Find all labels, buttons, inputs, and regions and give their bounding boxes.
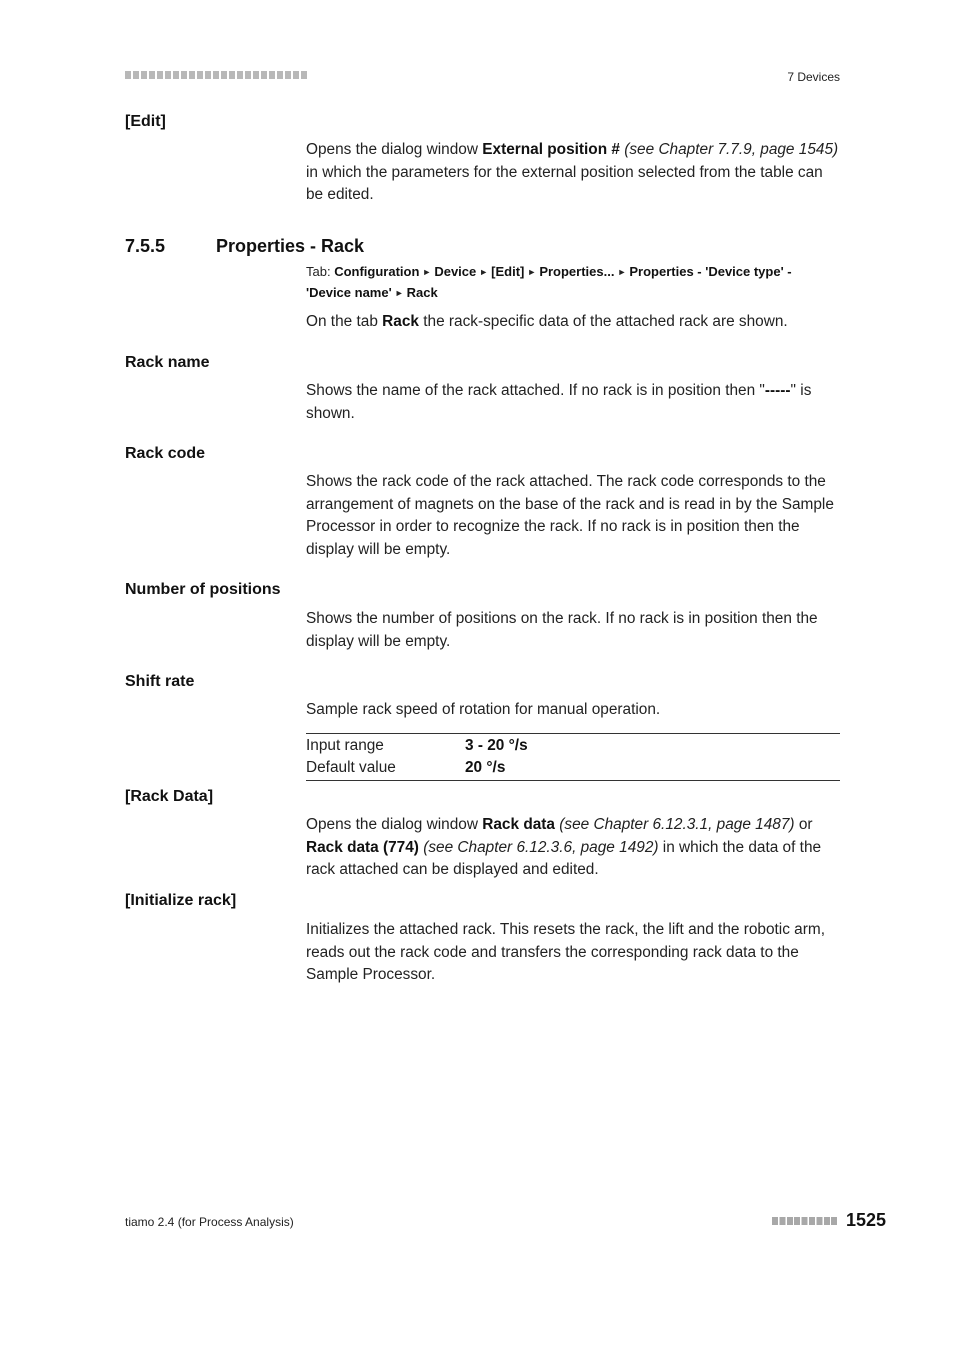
parameter-table bbox=[306, 733, 840, 781]
footer-decoration bbox=[772, 1217, 838, 1225]
table-row bbox=[306, 757, 840, 779]
rack-code-description: Shows the rack code of the rack attached. The rack code corresponds to the arrangement of magnets on the base of the rack and is read in by the Sample Processor in order to recognize the rack. If no rack is in position then the display will be empty. bbox=[306, 473, 834, 558]
tab-path: Tab: Configuration ► Device ► [Edit] ► Properties... ► Properties - 'Device type' - 'Device name' ► Rack bbox=[306, 264, 792, 300]
number-of-positions-description: Shows the number of positions on the rack. If no rack is in position then the display will be empty. bbox=[306, 610, 818, 650]
rack-name-description: Shows the name of the rack attached. If no rack is in position then "-----" is shown. bbox=[306, 382, 812, 422]
param-label: Input range bbox=[306, 737, 384, 754]
table-row bbox=[306, 735, 840, 757]
rack-data-description: Opens the dialog window Rack data (see Chapter 6.12.3.1, page 1487) or Rack data (774) (see Chapter 6.12.3.6, page 1492) in which the data of the rack attached can be displayed and edited. bbox=[306, 816, 822, 879]
term-shift-rate: Shift rate bbox=[125, 673, 195, 690]
term-rack-code: Rack code bbox=[125, 445, 206, 462]
arrow-icon: ► bbox=[422, 267, 432, 277]
running-header-chapter: 7 Devices bbox=[787, 70, 840, 84]
section-title: Properties - Rack bbox=[216, 236, 365, 256]
term-number-of-positions: Number of positions bbox=[125, 581, 281, 598]
section-number: 7.5.5 bbox=[125, 236, 166, 256]
term-initialize-rack: [Initialize rack] bbox=[125, 892, 237, 909]
term-rack-name: Rack name bbox=[125, 354, 210, 371]
intro-paragraph: On the tab Rack the rack-specific data of the attached rack are shown. bbox=[306, 313, 788, 330]
page-number: 1525 bbox=[846, 1210, 887, 1230]
footer-product: tiamo 2.4 (for Process Analysis) bbox=[125, 1215, 294, 1229]
param-label: Default value bbox=[306, 759, 396, 776]
shift-rate-description: Sample rack speed of rotation for manual operation. bbox=[306, 701, 661, 718]
term-edit: [Edit] bbox=[125, 113, 166, 130]
term-rack-data: [Rack Data] bbox=[125, 788, 214, 805]
arrow-icon: ► bbox=[479, 267, 489, 277]
arrow-icon: ► bbox=[527, 267, 537, 277]
param-value: 3 - 20 °/s bbox=[465, 737, 528, 754]
arrow-icon: ► bbox=[617, 267, 627, 277]
initialize-rack-description: Initializes the attached rack. This resets the rack, the lift and the robotic arm, reads out the rack code and transfers the corresponding rack data to the Sample Processor. bbox=[306, 921, 825, 984]
edit-description: Opens the dialog window External position # (see Chapter 7.7.9, page 1545) in which the parameters for the external position selected from the table can be edited. bbox=[306, 141, 839, 204]
arrow-icon: ► bbox=[394, 288, 404, 298]
param-value: 20 °/s bbox=[465, 759, 506, 776]
header-decoration bbox=[125, 71, 307, 79]
